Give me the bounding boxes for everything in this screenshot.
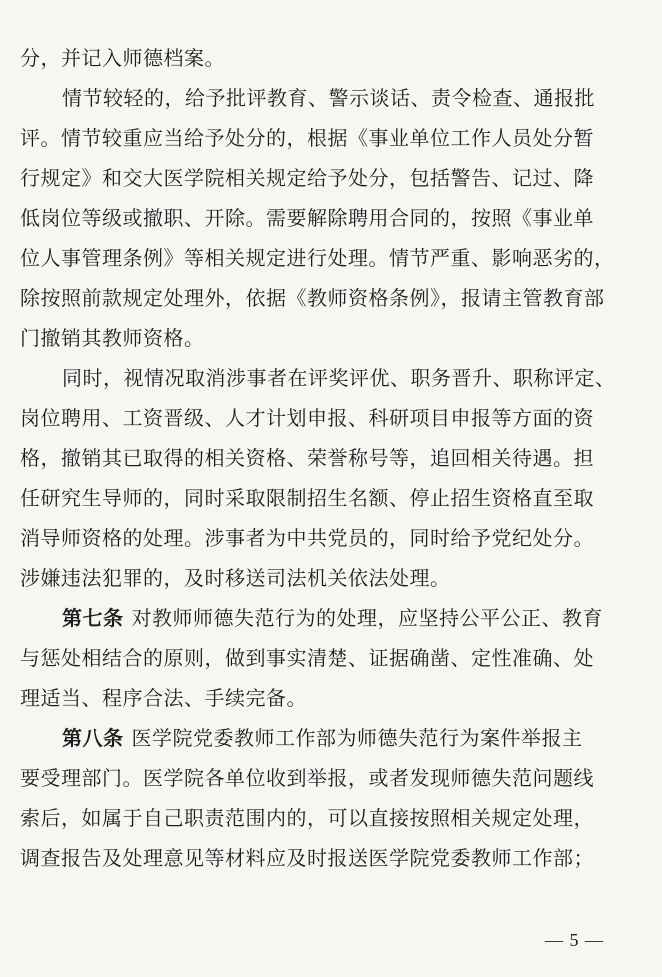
article-7-first-line	[20, 598, 642, 638]
text-line: 调查报告及处理意见等材料应及时报送医学院党委教师工作部；	[20, 846, 594, 870]
text-line: 低岗位等级或撤职、开除。需要解除聘用合同的，按照《事业单	[20, 206, 594, 230]
text-line: 格，撤销其已取得的相关资格、荣誉称号等，追回相关待遇。担	[20, 446, 594, 470]
text-line: 岗位聘用、工资晋级、人才计划申报、科研项目申报等方面的资	[20, 406, 594, 430]
article-8-first-line	[20, 718, 642, 758]
text-line: 行规定》和交大医学院相关规定给予处分，包括警告、记过、降	[20, 166, 594, 190]
article-8-label: 第八条	[62, 726, 124, 750]
text-line: 位人事管理条例》等相关规定进行处理。情节严重、影响恶劣的，	[20, 246, 615, 270]
text-line: 情节较轻的，给予批评教育、警示谈话、责令检查、通报批	[62, 86, 595, 110]
text-line: 索后，如属于自己职责范围内的，可以直接按照相关规定处理，	[20, 806, 594, 830]
article-7-label: 第七条	[62, 606, 124, 630]
page-number: — 5 —	[545, 930, 604, 950]
text-line: 除按照前款规定处理外，依据《教师资格条例》，报请主管教育部	[20, 286, 605, 310]
text-line: 与惩处相结合的原则，做到事实清楚、证据确凿、定性准确、处	[20, 646, 594, 670]
text-line: 理适当、程序合法、手续完备。	[20, 686, 307, 710]
article-8-text: 医学院党委教师工作部为师德失范行为案件举报主	[131, 726, 583, 750]
text-line: 要受理部门。医学院各单位收到举报，或者发现师德失范问题线	[20, 766, 594, 790]
text-line: 消导师资格的处理。涉事者为中共党员的，同时给予党纪处分。	[20, 526, 594, 550]
text-line: 同时，视情况取消涉事者在评奖评优、职务晋升、职称评定、	[62, 366, 616, 390]
text-line: 门撤销其教师资格。	[20, 326, 205, 350]
text-line: 分，并记入师德档案。	[20, 46, 225, 70]
article-7-text: 对教师师德失范行为的处理，应坚持公平公正、教育	[131, 606, 603, 630]
text-line: 评。情节较重应当给予处分的，根据《事业单位工作人员处分暂	[20, 126, 594, 150]
document-page	[20, 38, 642, 878]
text-line: 任研究生导师的，同时采取限制招生名额、停止招生资格直至取	[20, 486, 594, 510]
text-line: 涉嫌违法犯罪的，及时移送司法机关依法处理。	[20, 566, 451, 590]
